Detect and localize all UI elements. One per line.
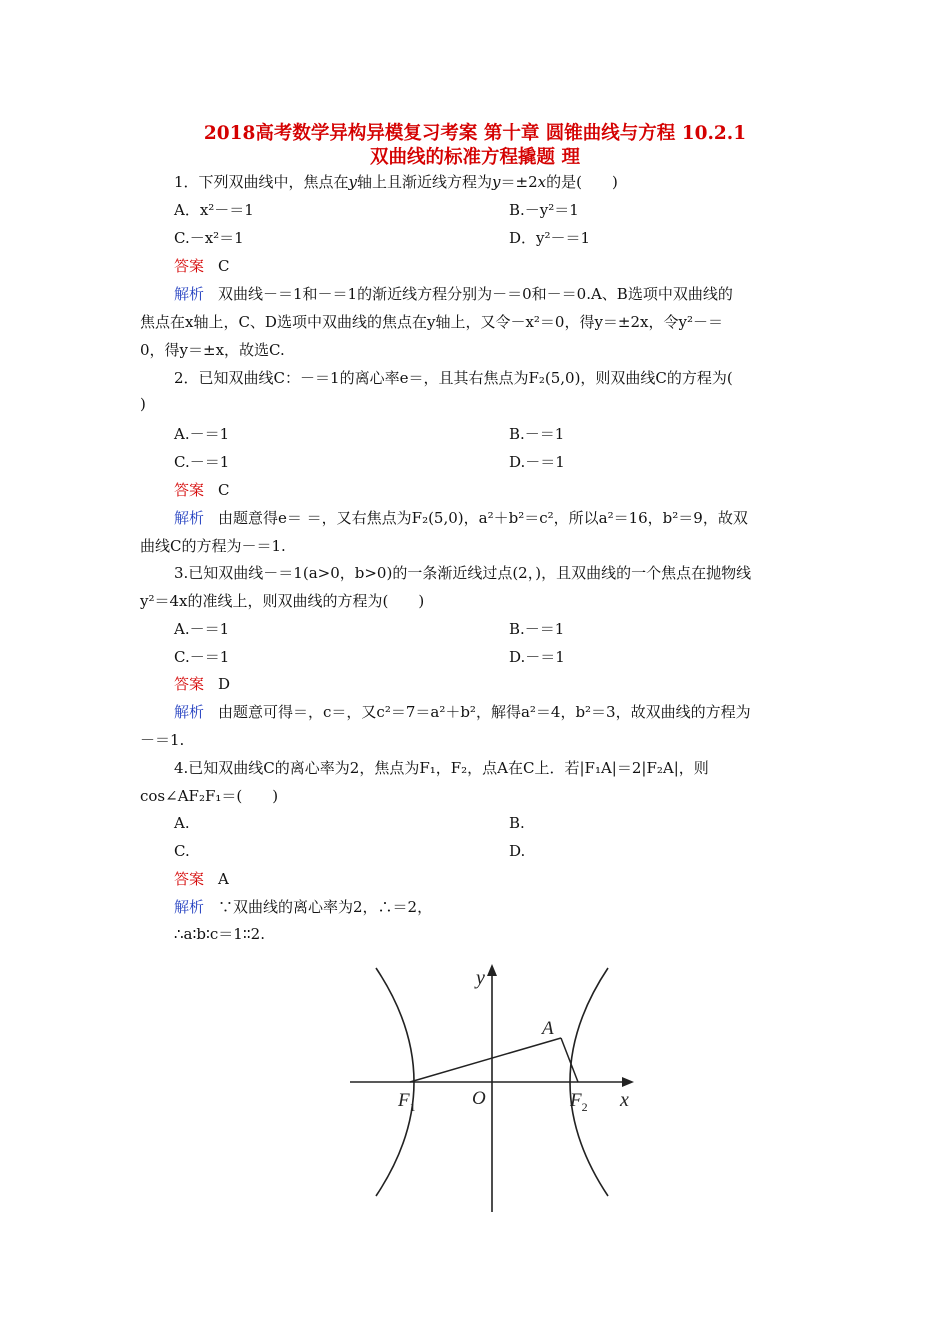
q4-option-d: D.: [509, 842, 526, 860]
q3-stem: 3.已知双曲线－＝1(a>0，b>0)的一条渐近线过点(2，)，且双曲线的一个焦点在抛物线: [174, 564, 752, 582]
q3-answer-value: D: [218, 675, 231, 693]
q2-option-a: A.－＝1: [174, 425, 230, 443]
q3-option-c: C.－＝1: [174, 648, 230, 666]
point-a-label: A: [542, 1018, 554, 1039]
focus-f2-label: $F_2$: [570, 1090, 588, 1114]
q3-analysis: 解析 由题意可得＝，c＝，又c²＝7＝a²＋b²，解得a²＝4，b²＝3，故双曲线的方程为: [174, 703, 751, 721]
hyperbola-figure: [336, 948, 648, 1216]
q4-option-c: C.: [174, 842, 190, 860]
answer-label: 答案: [174, 870, 205, 888]
q4-analysis-line-2: ∴a∶b∶c＝1∶∶2.: [174, 925, 265, 943]
q1-analysis: 解析 双曲线－＝1和－＝1的渐近线方程分别为－＝0和－＝0.A、B选项中双曲线的: [174, 285, 733, 303]
q3-option-a: A.－＝1: [174, 620, 230, 638]
q2-option-b: B.－＝1: [509, 425, 565, 443]
q4-option-a: A.: [174, 814, 190, 832]
answer-label: 答案: [174, 257, 205, 275]
title-line-2: 双曲线的标准方程撬题 理: [370, 147, 580, 168]
q2-answer-value: C: [218, 481, 230, 499]
q3-analysis-line-2: －＝1.: [140, 731, 185, 749]
q2-analysis: 解析 由题意得e＝ ＝，又右焦点为F₂(5,0)，a²＋b²＝c²，所以a²＝16，b²＝9，故双: [174, 509, 748, 527]
page-title: [120, 122, 830, 170]
q4-option-b: B.: [509, 814, 525, 832]
answer-label: 答案: [174, 481, 205, 499]
q3-option-d: D.－＝1: [509, 648, 565, 666]
q4-analysis: 解析 ∵双曲线的离心率为2，∴＝2，: [174, 898, 433, 916]
analysis-label: 解析: [174, 285, 205, 303]
y-axis-label: y: [476, 967, 485, 989]
analysis-label: 解析: [174, 898, 205, 916]
q1-analysis-line-2: 焦点在x轴上，C、D选项中双曲线的焦点在y轴上，又令－x²＝0，得y＝±2x，令y²－＝: [140, 313, 723, 331]
x-axis-label: x: [620, 1089, 629, 1111]
q1-option-c: C.－x²＝1: [174, 229, 244, 247]
q1-analysis-line-3: 0，得y＝±x，故选C.: [140, 341, 285, 359]
q2-option-d: D.－＝1: [509, 453, 565, 471]
q1-option-d: D．y²－＝1: [509, 229, 591, 247]
q2-stem: 2．已知双曲线C：－＝1的离心率e＝，且其右焦点为F₂(5,0)，则双曲线C的方程为(: [174, 369, 733, 387]
title-line-1: 2018高考数学异构异模复习考案 第十章 圆锥曲线与方程 10.2.1: [203, 123, 747, 144]
analysis-label: 解析: [174, 703, 205, 721]
q4-answer: [174, 869, 229, 889]
q2-option-c: C.－＝1: [174, 453, 230, 471]
q1-option-a: A．x²－＝1: [174, 201, 254, 219]
q3-answer: [174, 674, 230, 694]
q3-stem-line-2: y²＝4x的准线上，则双曲线的方程为( ): [140, 592, 425, 610]
answer-label: 答案: [174, 675, 205, 693]
q1-stem: 1．下列双曲线中，焦点在y轴上且渐近线方程为y＝±2x的是( ): [174, 173, 618, 191]
q1-answer-value: C: [218, 257, 230, 275]
q4-stem: 4.已知双曲线C的离心率为2，焦点为F₁，F₂，点A在C上．若|F₁A|＝2|F₂A|，则: [174, 759, 709, 777]
q3-option-b: B.－＝1: [509, 620, 565, 638]
q4-stem-line-2: cos∠AF₂F₁＝( ): [140, 787, 279, 805]
focus-f1-label: $F_1$: [398, 1090, 416, 1114]
origin-label: O: [472, 1088, 486, 1109]
q2-analysis-line-2: 曲线C的方程为－＝1.: [140, 537, 286, 555]
q4-answer-value: A: [218, 870, 229, 888]
q1-answer: [174, 256, 230, 276]
q2-stem-line-2: ): [140, 395, 146, 413]
q2-answer: [174, 480, 230, 500]
q1-option-b: B.－y²＝1: [509, 201, 579, 219]
analysis-label: 解析: [174, 509, 205, 527]
